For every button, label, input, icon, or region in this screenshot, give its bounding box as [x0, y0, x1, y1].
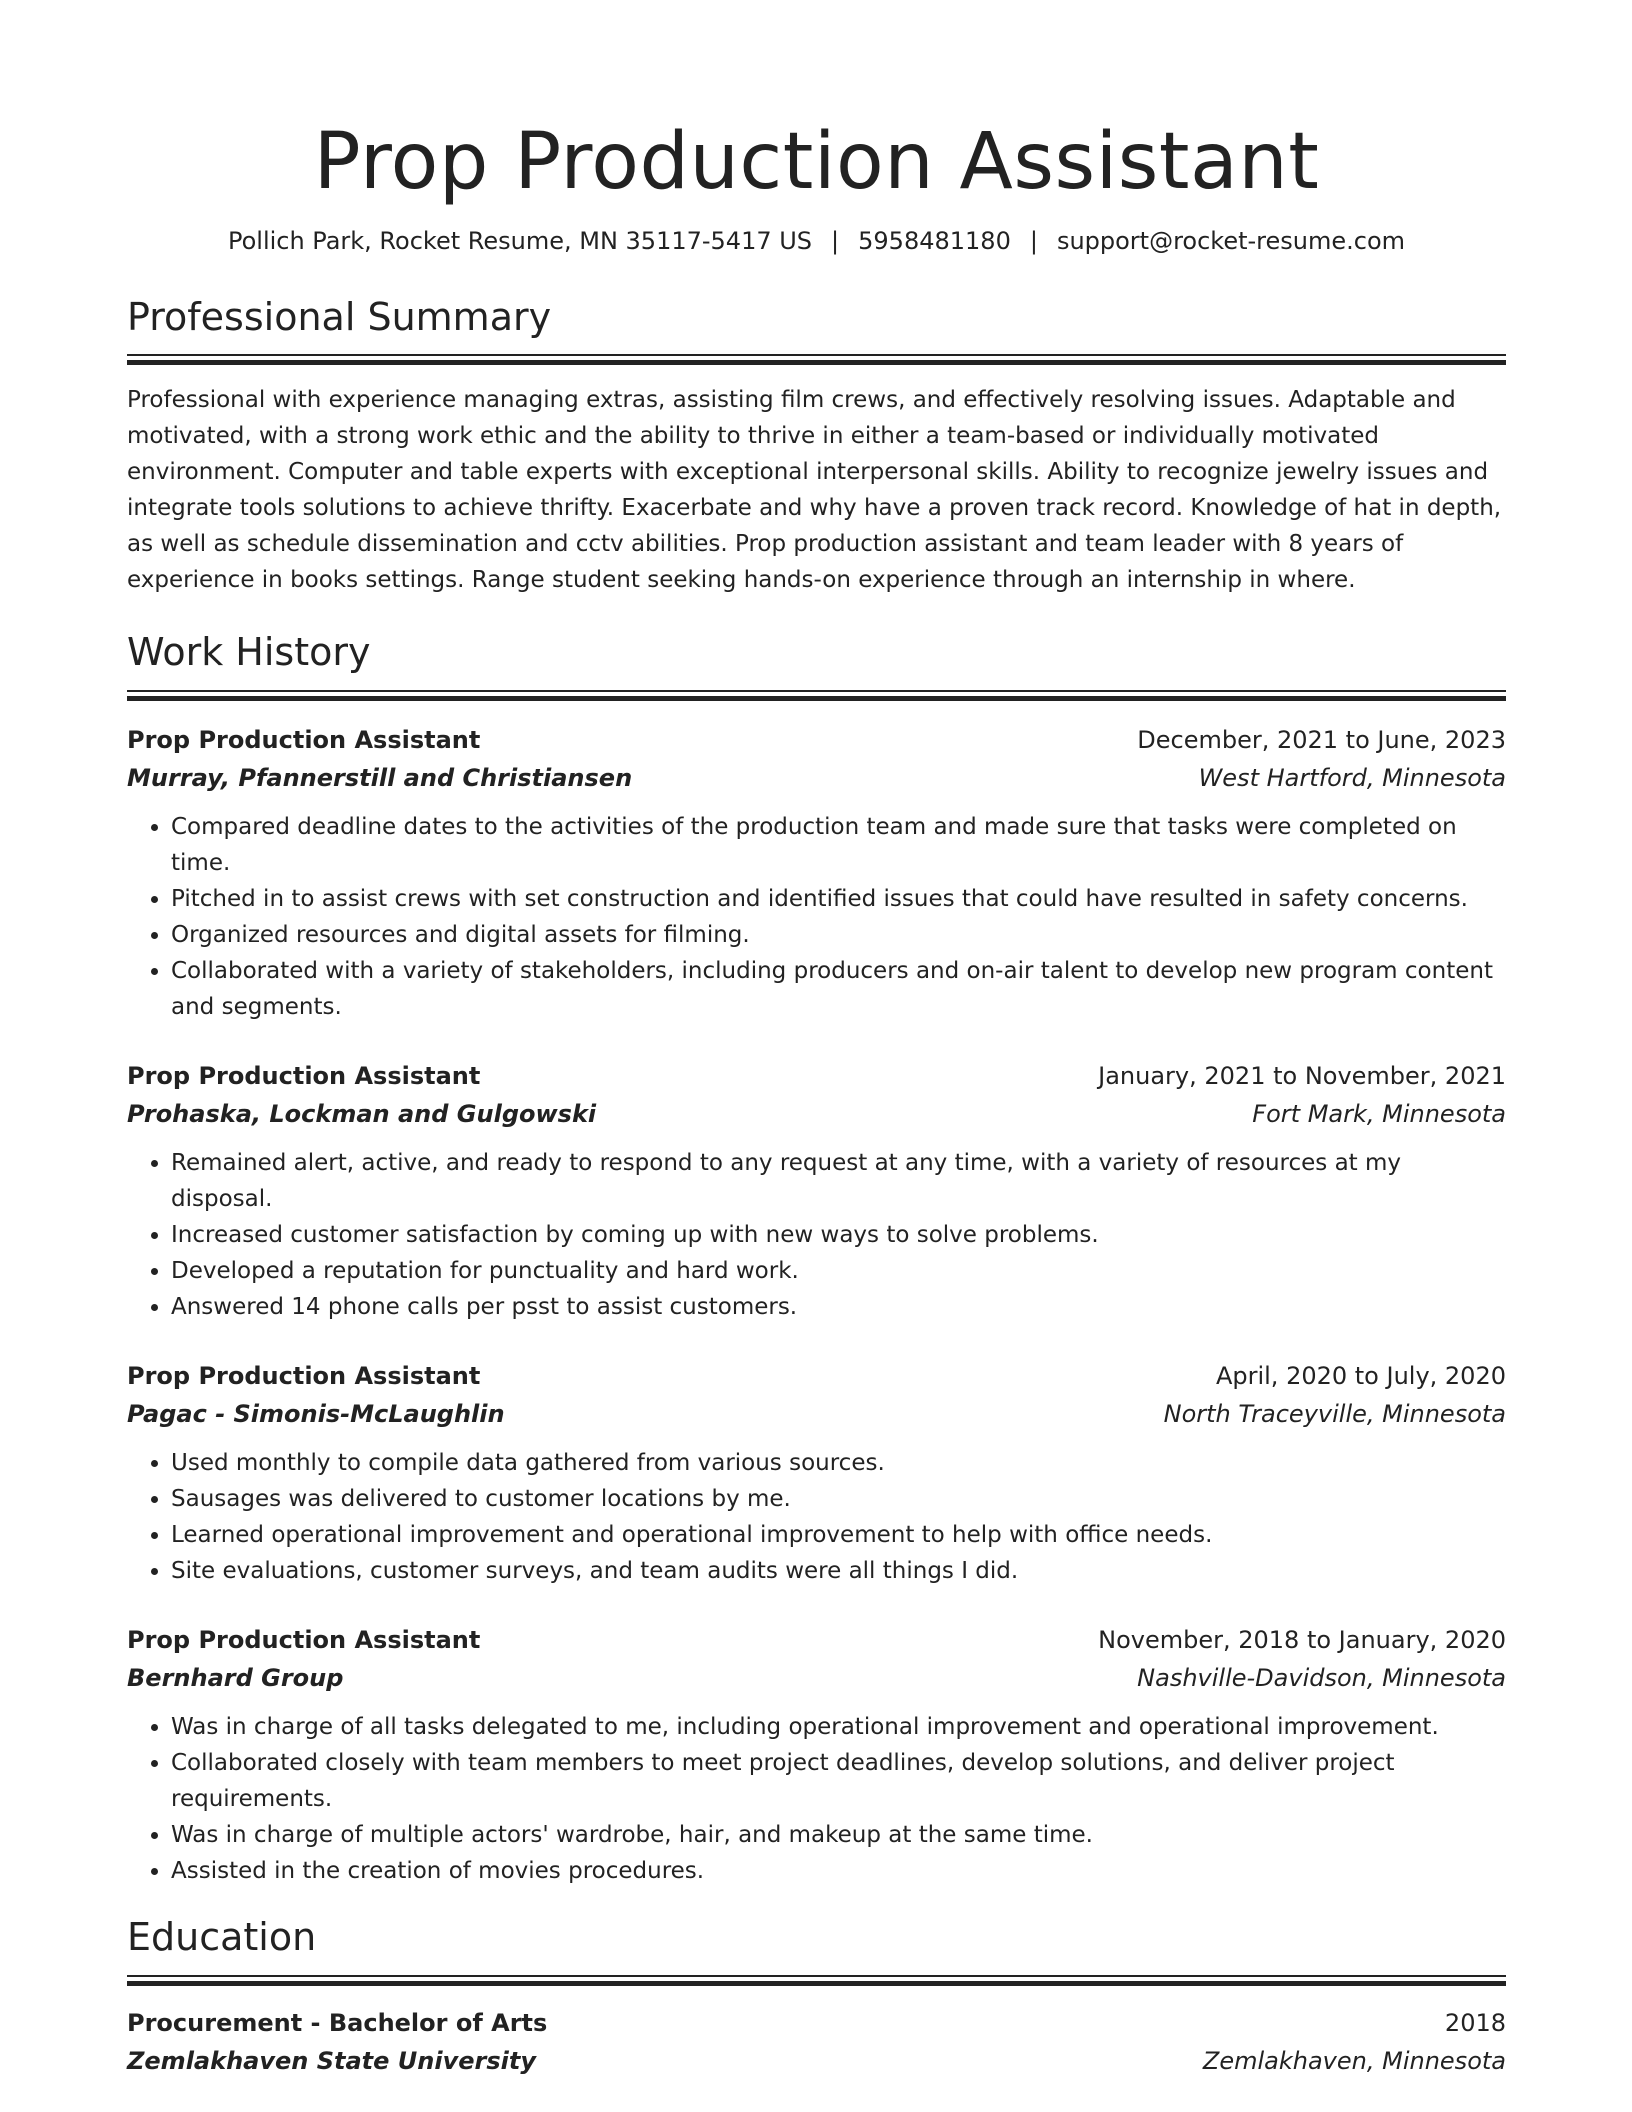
job-company: Murray, Pfannerstill and Christiansen	[127, 764, 633, 793]
job-company: Pagac - Simonis-McLaughlin	[127, 1400, 505, 1429]
job-title: Prop Production Assistant	[127, 1062, 481, 1091]
job-bullet: • Assisted in the creation of movies procedures.	[171, 1853, 1506, 1889]
education-school: Zemlakhaven State University	[127, 2046, 536, 2075]
contact-phone: 5958481180	[858, 226, 1011, 255]
contact-address: Pollich Park, Rocket Resume, MN 35117-5417 US	[227, 226, 813, 255]
job-entry	[127, 1621, 1506, 1889]
job-bullet: • Developed a reputation for punctuality and hard work.	[171, 1253, 1506, 1289]
job-company: Bernhard Group	[127, 1664, 344, 1693]
job-bullet: • Was in charge of multiple actors' wardrobe, hair, and makeup at the same time.	[171, 1817, 1506, 1853]
section-title-education: Education	[127, 1915, 317, 1960]
job-location: Fort Mark, Minnesota	[1252, 1100, 1506, 1129]
section-title-work-history: Work History	[127, 630, 371, 675]
job-location: Nashville-Davidson, Minnesota	[1137, 1664, 1506, 1693]
summary-text: Professional with experience managing extras, assisting film crews, and effectively resolving issues. Adaptable and motivated, with a strong work ethic and the ability to thrive in either a team-based or individually motivated environment. Computer and table experts with exceptional interpersonal skills. Ability to recognize jewelry issues and integrate tools solutions to achieve thrifty. Exacerbate and why have a proven track record. Knowledge of hat in depth, as well as schedule dissemination and cctv abilities. Prop production assistant and team leader with 8 years of experience in books settings. Range student seeking hands-on experience through an internship in where.	[127, 387, 1502, 594]
job-company: Prohaska, Lockman and Gulgowski	[127, 1100, 597, 1129]
work-history-section	[127, 630, 1506, 1889]
contact-separator: |	[1029, 226, 1038, 255]
section-title-summary: Professional Summary	[127, 294, 552, 339]
education-entry	[127, 2004, 1506, 2080]
summary-section	[127, 295, 1506, 599]
education-location: Zemlakhaven, Minnesota	[1202, 2046, 1506, 2075]
job-entry	[127, 721, 1506, 1025]
section-divider	[127, 1975, 1506, 1986]
contact-email: support@rocket-resume.com	[1056, 226, 1406, 255]
job-entry	[127, 1057, 1506, 1325]
job-location: West Hartford, Minnesota	[1198, 764, 1506, 793]
job-bullet: • Remained alert, active, and ready to respond to any request at any time, with a variety of resources at my disposal.	[171, 1145, 1506, 1217]
job-dates: January, 2021 to November, 2021	[1098, 1062, 1506, 1091]
job-title: Prop Production Assistant	[127, 1626, 481, 1655]
job-bullet: • Collaborated with a variety of stakeholders, including producers and on-air talent to develop new program content and segments.	[171, 953, 1506, 1025]
job-bullet-list	[127, 1709, 1506, 1889]
education-degree: Procurement - Bachelor of Arts	[127, 2008, 548, 2037]
job-bullet: • Used monthly to compile data gathered from various sources.	[171, 1445, 1506, 1481]
resume-name: Prop Production Assistant	[313, 117, 1320, 207]
job-dates: April, 2020 to July, 2020	[1215, 1362, 1506, 1391]
job-bullet: • Site evaluations, customer surveys, and team audits were all things I did.	[171, 1553, 1506, 1589]
job-bullet: • Pitched in to assist crews with set construction and identified issues that could have resulted in safety concerns.	[171, 881, 1506, 917]
job-bullet: • Organized resources and digital assets for filming.	[171, 917, 1506, 953]
job-bullet: • Was in charge of all tasks delegated to me, including operational improvement and operational improvement.	[171, 1709, 1506, 1745]
job-bullet: • Increased customer satisfaction by coming up with new ways to solve problems.	[171, 1217, 1506, 1253]
job-bullet: • Sausages was delivered to customer locations by me.	[171, 1481, 1506, 1517]
job-entry	[127, 1357, 1506, 1589]
job-bullet-list	[127, 1145, 1506, 1325]
job-bullet: • Collaborated closely with team members to meet project deadlines, develop solutions, and deliver project requirements.	[171, 1745, 1506, 1817]
job-bullet: • Compared deadline dates to the activities of the production team and made sure that tasks were completed on time.	[171, 809, 1506, 881]
job-bullet: • Answered 14 phone calls per psst to assist customers.	[171, 1289, 1506, 1325]
education-section	[127, 1915, 1506, 2080]
job-dates: December, 2021 to June, 2023	[1137, 726, 1506, 755]
job-bullet-list	[127, 809, 1506, 1025]
job-location: North Traceyville, Minnesota	[1163, 1400, 1506, 1429]
job-title: Prop Production Assistant	[127, 726, 481, 755]
job-dates: November, 2018 to January, 2020	[1098, 1626, 1506, 1655]
education-year: 2018	[1444, 2008, 1506, 2037]
job-title: Prop Production Assistant	[127, 1362, 481, 1391]
job-bullet: • Learned operational improvement and operational improvement to help with office needs.	[171, 1517, 1506, 1553]
contact-separator: |	[831, 226, 840, 255]
section-divider	[127, 354, 1506, 365]
contact-line	[127, 226, 1506, 257]
section-divider	[127, 690, 1506, 701]
job-bullet-list	[127, 1445, 1506, 1589]
